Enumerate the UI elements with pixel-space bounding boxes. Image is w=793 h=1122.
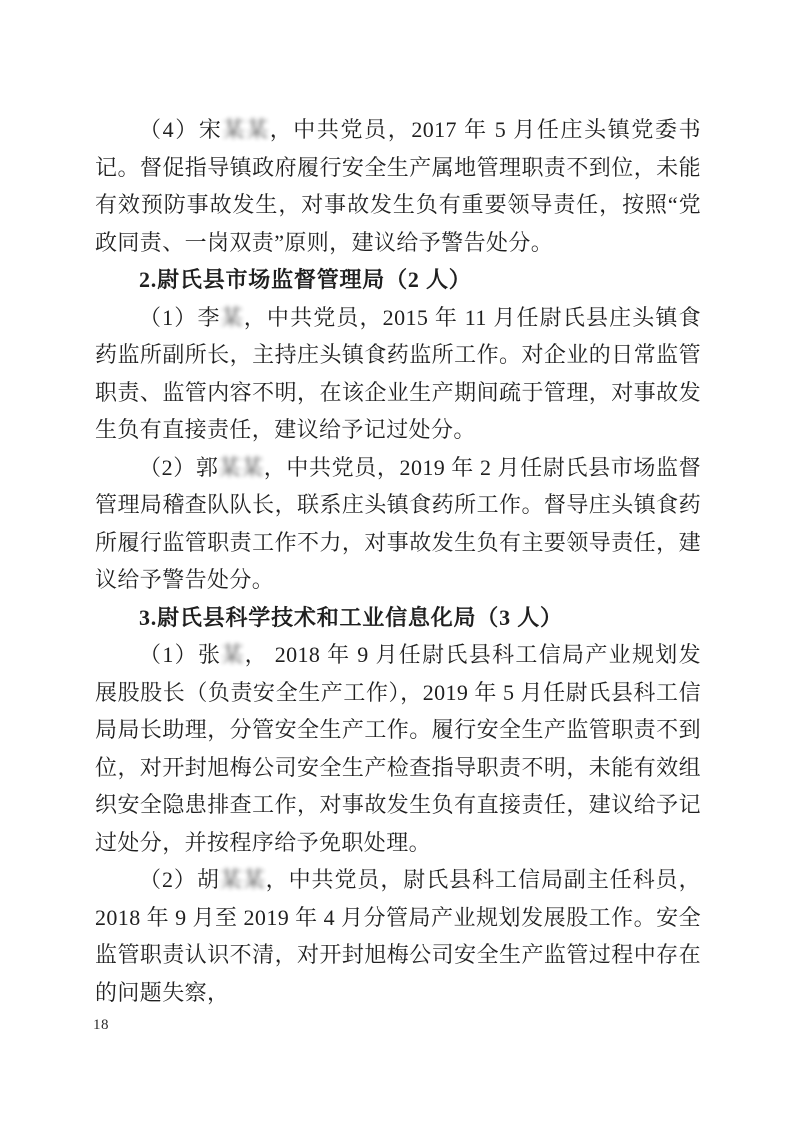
paragraph: [95, 449, 701, 599]
text-run: ，中共党员，2019 年 2 月任尉氏县市场监督管理局稽查队队长，联系庄头镇食药所工作。督导庄头镇食药所履行监管职责工作不力，对事故发生负有主要领导责任，建议给予警告处分。: [95, 454, 701, 592]
text-run: 3.尉氏县科学技术和工业信息化局（3 人）: [139, 604, 563, 630]
redacted-name: 某: [220, 304, 244, 330]
page-number: 18: [93, 1017, 109, 1033]
text-run: ，中共党员，2015 年 11 月任尉氏县庄头镇食药监所副所长，主持庄头镇食药监所工作。对企业的日常监管职责、监管内容不明，在该企业生产期间疏于管理，对事故发生负有直接责任，建议给予记过处分。: [95, 304, 701, 442]
text-run: ，中共党员，尉氏县科工信局副主任科员，2018 年 9 月至 2019 年 4 月分管局产业规划发展股工作。安全监管职责认识不清，对开封旭梅公司安全生产监管过程中存在的问题失察，: [95, 867, 701, 1005]
paragraph: [95, 111, 701, 261]
text-run: （2）胡: [139, 867, 220, 892]
paragraph: [95, 299, 701, 449]
document-body: [95, 111, 701, 1011]
paragraph: [95, 861, 701, 1011]
redacted-name: 某: [221, 642, 245, 667]
text-run: ，中共党员，2017 年 5 月任庄头镇党委书记。督促指导镇政府履行安全生产属地管理职责不到位，未能有效预防事故发生，对事故发生负有重要领导责任，按照“党政同责、一岗双责”原则，建议给予警告处分。: [95, 117, 701, 255]
text-run: 2.尉氏县市场监督管理局（2 人）: [139, 267, 472, 292]
paragraph: [95, 636, 701, 861]
section-heading: [95, 599, 701, 637]
text-run: （2）郭: [139, 454, 219, 480]
section-heading: [95, 261, 701, 299]
text-run: （4）宋: [139, 117, 223, 142]
redacted-name: 某某: [222, 117, 270, 142]
text-run: （1）李: [139, 304, 221, 330]
redacted-name: 某某: [218, 454, 264, 480]
text-run: ， 2018 年 9 月任尉氏县科工信局产业规划发展股股长（负责安全生产工作），2019 年 5 月任尉氏县科工信局局长助理，分管安全生产工作。履行安全生产监管职责不到位，对开封旭梅公司安全生产检查指导职责不明，未能有效组织安全隐患排查工作，对事故发生负有直接责任，建议给予记过处分，并按程序给予免职处理。: [95, 642, 701, 855]
redacted-name: 某某: [219, 867, 266, 892]
text-run: （1）张: [139, 642, 222, 667]
